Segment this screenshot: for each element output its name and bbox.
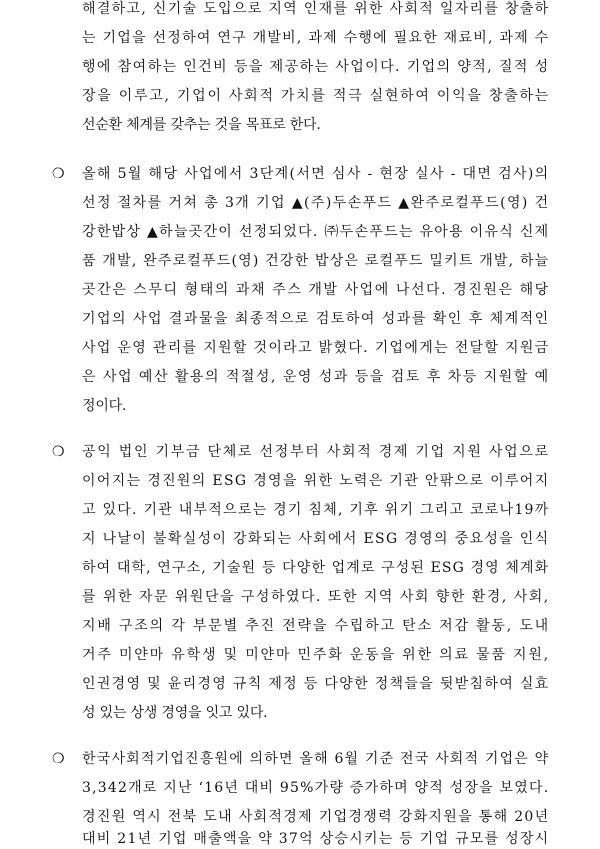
text-line: 올해 5월 해당 사업에서 3단계(서면 심사 - 현장 실사 - 대면 검사)의 xyxy=(82,166,550,182)
text-line: 경진원 역시 전북 도내 사회적경제 기업경쟁력 강화지원을 통해 20년 xyxy=(82,809,550,825)
text-line: 하여 대학, 연구소, 기술원 등 다양한 업계로 구성된 ESG 경영 체계화 xyxy=(82,560,550,576)
text-line: 고 있다. 기관 내부적으로는 경기 침체, 기후 위기 그리고 코로나19까 xyxy=(82,502,550,518)
circle-bullet-icon: ❍ xyxy=(52,166,65,182)
text-line: 품 개발, 완주로컬푸드(영) 건강한 밥상은 로컬푸드 밀키트 개발, 하늘 xyxy=(82,253,550,269)
text-line: 장을 이루고, 기업이 사회적 가치를 적극 실현하여 이익을 창출하는 xyxy=(82,88,550,104)
text-line: 곳간은 스무디 형태의 과채 주스 개발 사업에 나선다. 경진원은 해당 xyxy=(82,282,550,298)
text-line: 해결하고, 신기술 도입으로 지역 인재를 위한 사회적 일자리를 창출하 xyxy=(82,1,550,17)
circle-bullet-icon: ❍ xyxy=(52,444,65,460)
text-line: 공익 법인 기부금 단체로 선정부터 사회적 경제 기업 지원 사업으로 xyxy=(82,444,550,460)
text-line: 는 기업을 선정하여 연구 개발비, 과제 수행에 필요한 재료비, 과제 수 xyxy=(82,30,550,46)
text-line: 사업 운영 관리를 지원할 것이라고 밝혔다. 기업에게는 전달할 지원금 xyxy=(82,340,550,356)
text-line: 인권경영 및 윤리경영 규칙 제정 등 다양한 정책들을 뒷받침하여 실효 xyxy=(82,676,550,692)
circle-bullet-icon: ❍ xyxy=(52,751,65,767)
text-line: 정이다. xyxy=(82,398,127,414)
text-line: 강한밥상 ▲하늘곳간이 선정되었다. ㈜두손푸드는 유아용 이유식 신제 xyxy=(82,224,550,240)
text-line: 기업의 사업 결과물을 최종적으로 검토하여 성과를 확인 후 체계적인 xyxy=(82,311,550,327)
text-line: 한국사회적기업진흥원에 의하면 올해 6월 기준 전국 사회적 기업은 약 xyxy=(82,751,550,767)
text-line: 지배 구조의 각 부문별 추진 전략을 수립하고 탄소 저감 활동, 도내 xyxy=(82,618,551,634)
text-line: 3,342개로 지난 ‘16년 대비 95%가량 증가하며 양적 성장을 보였다. xyxy=(82,780,550,796)
text-line: 선정 절차를 거쳐 총 3개 기업 ▲(주)두손푸드 ▲완주로컬푸드(영) 건 xyxy=(82,195,550,211)
text-line: 이어지는 경진원의 ESG 경영을 위한 노력은 기관 안팎으로 이루어지 xyxy=(82,473,550,489)
text-line: 은 사업 예산 활용의 적절성, 운영 성과 등을 검토 후 차등 지원할 예 xyxy=(82,369,550,385)
text-line: 행에 참여하는 인건비 등을 제공하는 사업이다. 기업의 양적, 질적 성 xyxy=(82,59,550,75)
text-line: 성 있는 상생 경영을 잇고 있다. xyxy=(82,705,268,721)
text-line: 를 위한 자문 위원단을 구성하였다. 또한 지역 사회 향한 환경, 사회, xyxy=(82,589,550,605)
text-line: 지 나날이 불확실성이 강화되는 사회에서 ESG 경영의 중요성을 인식 xyxy=(82,531,550,547)
text-line: 대비 21년 기업 매출액을 약 37억 상승시키는 등 기업 규모를 성장시 xyxy=(82,831,550,847)
text-line: 거주 미얀마 유학생 및 미얀마 민주화 운동을 위한 의료 물품 지원, xyxy=(82,647,551,663)
text-line: 선순환 체계를 갖추는 것을 목표로 한다. xyxy=(82,117,321,133)
